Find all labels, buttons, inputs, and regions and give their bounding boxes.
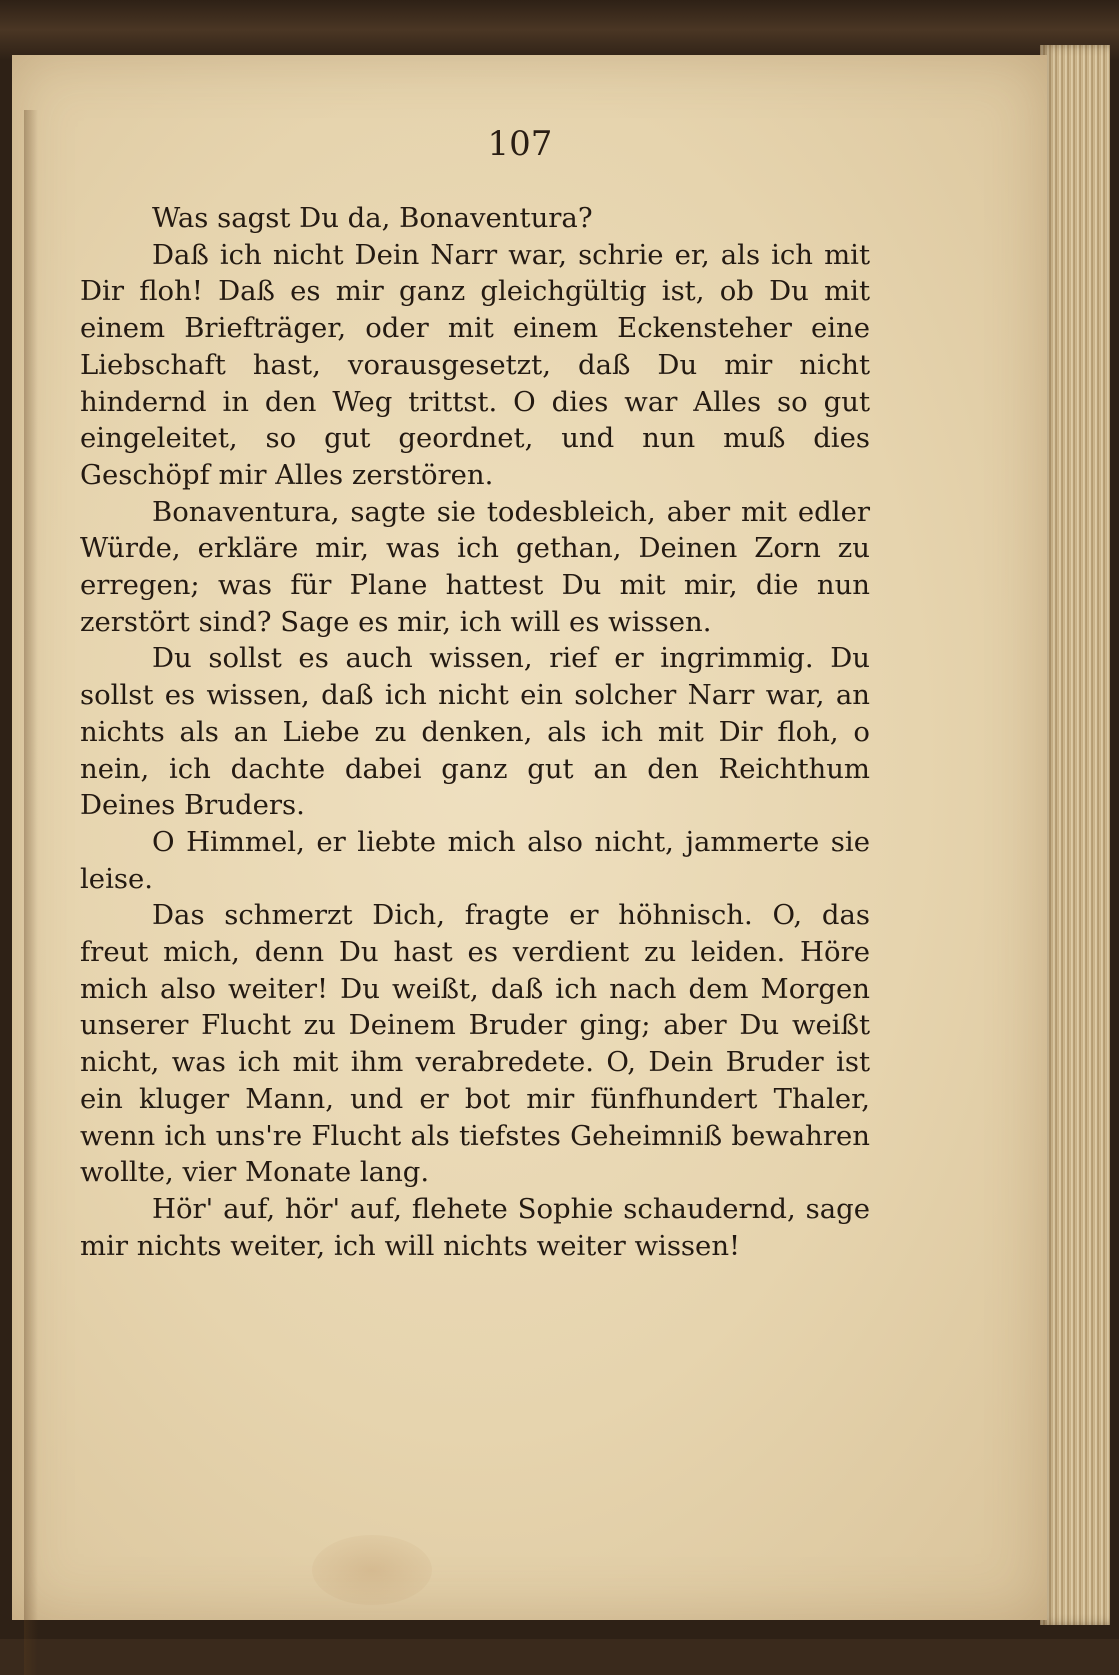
page-gutter-shadow [24, 110, 38, 1675]
page-number: 107 [487, 124, 553, 164]
paragraph: O Himmel, er liebte mich also nicht, jammerte sie leise. [80, 825, 870, 895]
paragraph: Du sollst es auch wissen, rief er ingrimmig. Du sollst es wissen, daß ich nicht ein solcher Narr war, an nichts als an Liebe zu denken, als ich mit Dir floh, o nein, ich dachte dabei ganz gut an den Reichthum Deines Bruders. [80, 642, 870, 822]
paragraph: Bonaventura, sagte sie todesbleich, aber mit edler Würde, erkläre mir, was ich gethan, Deinen Zorn zu erregen; was für Plane hattest Du mit mir, die nun zerstört sind? Sage es mir, ich will es wissen. [80, 495, 870, 638]
paragraph: Das schmerzt Dich, fragte er höhnisch. O, das freut mich, denn Du hast es verdient zu leiden. Höre mich also weiter! Du weißt, daß ich nach dem Morgen unserer Flucht zu Deinem Bruder ging; aber Du weißt nicht, was ich mit ihm verabredete. O, Dein Bruder ist ein kluger Mann, und er bot mir fünfhundert Thaler, wenn ich uns're Flucht als tiefstes Geheimniß bewahren wollte, vier Monate lang. [80, 899, 870, 1189]
page-edge-stack [1040, 45, 1110, 1625]
paper-stain [312, 1535, 432, 1605]
page-body-text [80, 200, 870, 1264]
paragraph: Hör' auf, hör' auf, flehete Sophie schaudernd, sage mir nichts weiter, ich will nichts weiter wissen! [80, 1192, 870, 1262]
paragraph: Was sagst Du da, Bonaventura? [152, 202, 593, 234]
paragraph: Daß ich nicht Dein Narr war, schrie er, als ich mit Dir floh! Daß es mir ganz gleichgültig ist, ob Du mit einem Briefträger, oder mit einem Eckensteher eine Liebschaft hast, vorausgesetzt, daß Du mir nicht hindernd in den Weg trittst. O dies war Alles so gut eingeleitet, so gut geordnet, und nun muß dies Geschöpf mir Alles zerstören. [80, 238, 870, 491]
